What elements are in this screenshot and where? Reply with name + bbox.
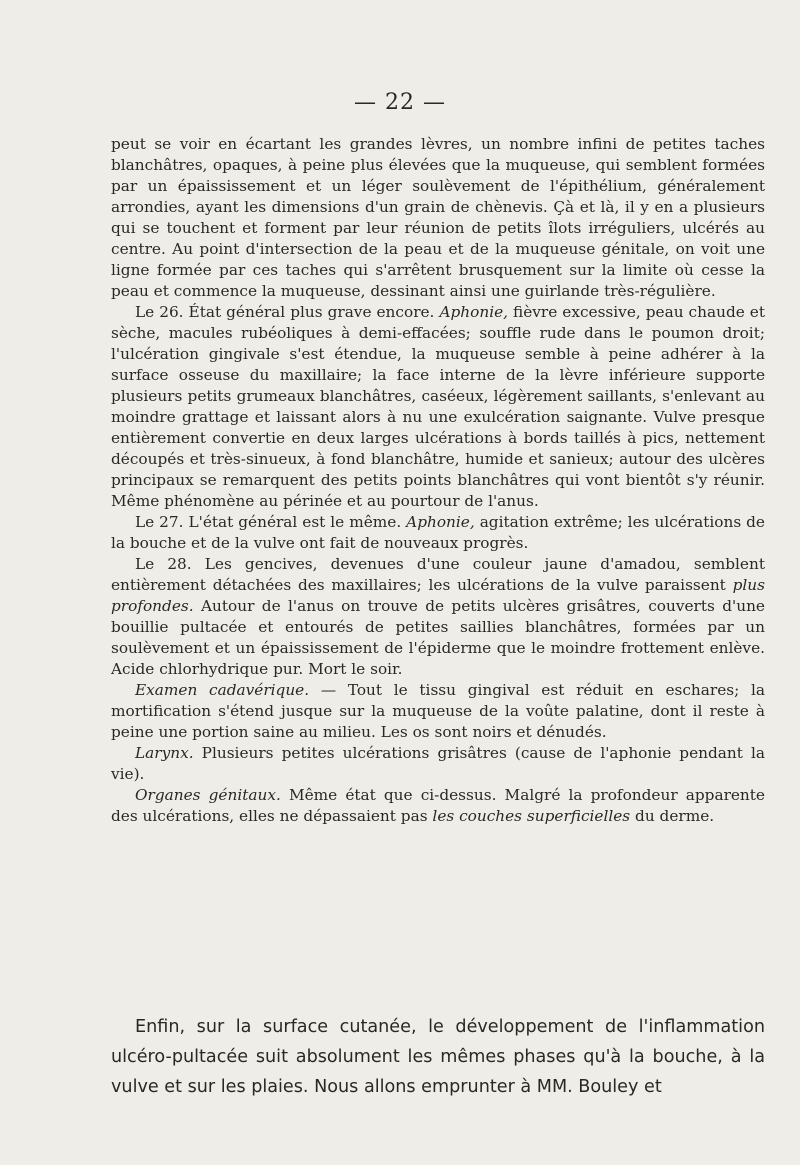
organes-emphasis: les couches superficielles [432,807,631,825]
day-26-aphonie: Aphonie, [439,303,508,321]
day-28-emphasis: plus profondes. [111,576,765,615]
paragraph-examen [111,680,765,743]
paragraph-larynx [111,743,765,785]
day-26-text: fièvre excessive, peau chaude et sèche, macules rubéoliques à demi-effacées; souffle rude dans le poumon droit; l'ulcération gingivale s'est étendue, la muqueuse semble à peine adhérer à la surface osseuse du maxillaire; la face interne de la lèvre inférieure supporte plusieurs petits grumeaux blanchâtres, caséeux, légèrement saillants, s'enlevant au moindre grattage et laissant alors à nu une exulcération saignante. Vulve presque entièrement convertie en deux larges ulcérations à bords taillés à pics, nettement découpés et très-sinueux, à fond blanchâtre, humide et sanieux; autour des ulcères principaux se remarquent des petits points blanchâtres qui vont bientôt s'y réunir. Même phénomène au périnée et au pourtour de l'anus. [111,303,765,510]
organes-end: du derme. [635,807,715,825]
larynx-heading: Larynx. [135,744,194,762]
larynx-text: Plusieurs petites ulcérations grisâtres (cause de l'aphonie pendant la vie). [111,744,765,783]
examen-text: — Tout le tissu gingival est réduit en eschares; la mortification s'étend jusque sur la muqueuse de la voûte palatine, dont il reste à peine une portion saine au milieu. Les os sont noirs et dénudés. [111,681,765,741]
paragraph-day-26 [111,302,765,512]
organes-text: Même état que ci-dessus. Malgré la profondeur apparente des ulcérations, elles ne dépassaient pas [111,786,765,825]
closing-paragraph: Enfin, sur la surface cutanée, le développement de l'inflammation ulcéro-pultacée suit absolument les mêmes phases qu'à la bouche, à la vulve et sur les plaies. Nous allons emprunter à MM. Bouley et [111,1017,765,1097]
day-27-aphonie: Aphonie, [406,513,475,531]
day-28-lead: Le 28. Les gencives, devenues d'une couleur jaune d'amadou, semblent entièrement détachées des maxillaires; les ulcérations de la vulve paraissent [111,555,765,594]
day-26-lead: Le 26. État général plus grave encore. [135,303,435,321]
page-number: — 22 — [354,90,446,115]
paragraph-day-28 [111,554,765,680]
paragraph-1: peut se voir en écartant les grandes lèvres, un nombre infini de petites taches blanchâtres, opaques, à peine plus élevées que la muqueuse, qui semblent formées par un épaississement et un léger soulèvement de l'épithélium, généralement arrondies, ayant les dimensions d'un grain de chènevis. Çà et là, il y en a plusieurs qui se touchent et forment par leur réunion de petits îlots irréguliers, ulcérés au centre. Au point d'intersection de la peau et de la muqueuse génitale, on voit une ligne formée par ces taches qui s'arrêtent brusquement sur la limite où cesse la peau et commence la muqueuse, dessinant ainsi une guirlande très-régulière. [111,135,765,300]
day-28-text: Autour de l'anus on trouve de petits ulcères grisâtres, couverts d'une bouillie pultacée et entourés de petites saillies blanchâtres, formées par un soulèvement et un épaississement de l'épiderme que le moindre frottement enlève. Acide chlorhydrique pur. Mort le soir. [111,597,765,678]
day-27-lead: Le 27. L'état général est le même. [135,513,402,531]
paragraph-day-27 [111,512,765,554]
examen-heading: Examen cadavérique. [135,681,310,699]
paragraph-organes [111,785,765,827]
closing-text [111,1012,765,1102]
day-27-text: agitation extrême; les ulcérations de la bouche et de la vulve ont fait de nouveaux progrès. [111,513,765,552]
body-text [111,134,765,827]
organes-heading: Organes génitaux. [135,786,281,804]
